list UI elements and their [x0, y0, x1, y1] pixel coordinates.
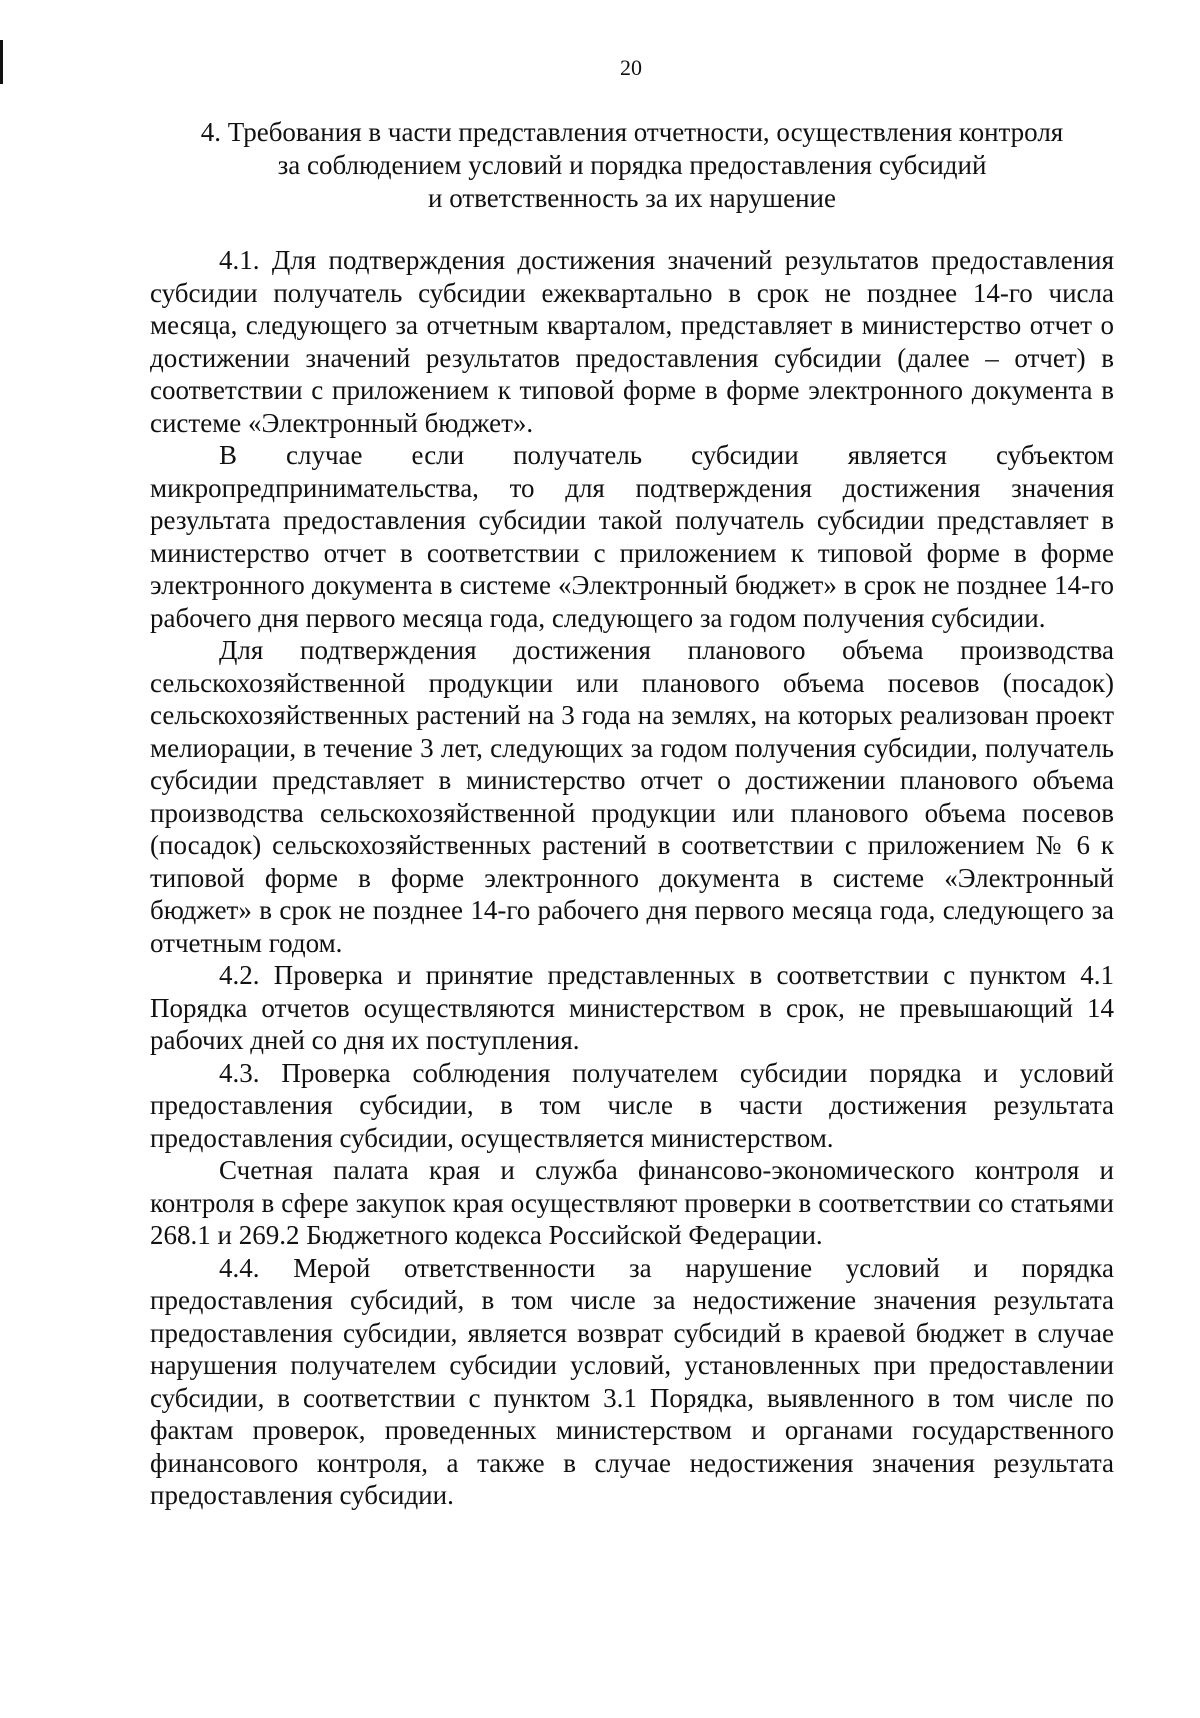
section-heading-line: за соблюдением условий и порядка предоставления субсидий [277, 150, 987, 180]
section-heading-line: и ответственность за их нарушение [428, 183, 836, 213]
paragraph-audit-chamber: Счетная палата края и служба финансово-экономического контроля и контроля в сфере закупок края осуществляют проверки в соответствии со статьями 268.1 и 269.2 Бюджетного кодекса Российской Федерации. [150, 1155, 1114, 1250]
paragraph-4-4: 4.4. Мерой ответственности за нарушение условий и порядка предоставления субсидий, в том числе за недостижение значения результата предоставления субсидии, является возврат субсидий в краевой бюджет в случае нарушения получателем субсидии условий, установленных при предоставлении субсидии, в соответствии с пунктом 3.1 Порядка, выявленного в том числе по фактам проверок, проведенных министерством и органами государственного финансового контроля, а также в случае недостижения значения результата предоставления субсидии. [150, 1252, 1114, 1510]
paragraph-production-report: Для подтверждения достижения планового объема производства сельскохозяйственной продукции или планового объема посевов (посадок) сельскохозяйственных растений на 3 года на землях, на которых реализован проект мелиорации, в течение 3 лет, следующих за годом получения субсидии, получатель субсидии представляет в министерство отчет о достижении планового объема производства сельскохозяйственной продукции или планового объема посевов (посадок) сельскохозяйственных растений в соответствии с приложением № 6 к типовой форме в форме электронного документа в системе «Электронный бюджет» в срок не позднее 14-го рабочего дня первого месяца года, следующего за отчетным годом. [150, 635, 1114, 958]
document-body [150, 244, 1114, 1512]
section-heading-line: 4. Требования в части представления отчетности, осуществления контроля [200, 117, 1064, 147]
paragraph-micro-enterprise: В случае если получатель субсидии является субъектом микропредпринимательства, то для подтверждения достижения значения результата предоставления субсидии такой получатель субсидии представляет в министерство отчет в соответствии с приложением к типовой форме в форме электронного документа в системе «Электронный бюджет» в срок не позднее 14-го рабочего дня первого месяца года, следующего за годом получения субсидии. [150, 440, 1114, 633]
page-number: 20 [620, 55, 642, 80]
paragraph-4-2: 4.2. Проверка и принятие представленных в соответствии с пунктом 4.1 Порядка отчетов осуществляются министерством в срок, не превышающий 14 рабочих дней со дня их поступления. [150, 960, 1114, 1055]
paragraph-4-1: 4.1. Для подтверждения достижения значений результатов предоставления субсидии получатель субсидии ежеквартально в срок не позднее 14-го числа месяца, следующего за отчетным кварталом, представляет в министерство отчет о достижении значений результатов предоставления субсидии (далее – отчет) в соответствии с приложением к типовой форме в форме электронного документа в системе «Электронный бюджет». [150, 245, 1114, 438]
section-heading [150, 116, 1114, 215]
paragraph-4-3: 4.3. Проверка соблюдения получателем субсидии порядка и условий предоставления субсидии, в том числе в части достижения результата предоставления субсидии, осуществляется министерством. [150, 1057, 1114, 1153]
